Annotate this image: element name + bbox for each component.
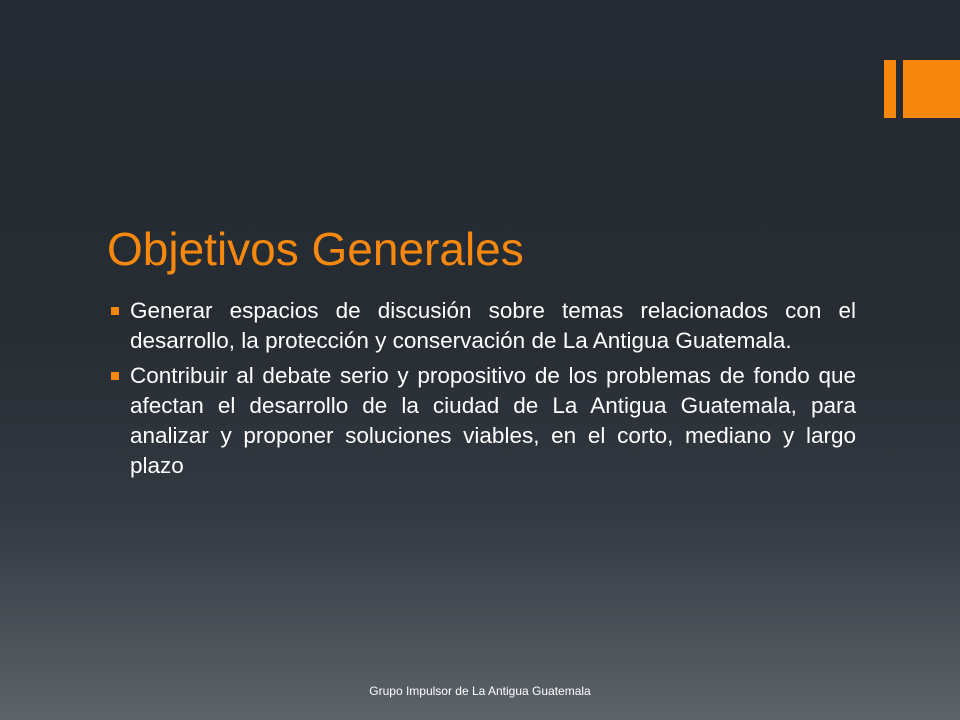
bullet-text: Generar espacios de discusión sobre temas relacionados con el desarrollo, la protección y conservación de La Antigua Guatemala. (130, 298, 856, 353)
bullet-item (109, 361, 856, 481)
accent-square (903, 60, 960, 118)
slide-footer: Grupo Impulsor de La Antigua Guatemala (369, 684, 591, 698)
bullet-item (109, 296, 856, 356)
square-bullet-icon (111, 307, 119, 315)
slide-title: Objetivos Generales (107, 223, 524, 275)
bullet-text: Contribuir al debate serio y propositivo de los problemas de fondo que afectan el desarrollo de la ciudad de La Antigua Guatemala, para analizar y proponer soluciones viables, en el corto, mediano y largo plazo (130, 363, 856, 478)
bullet-list (109, 296, 856, 486)
square-bullet-icon (111, 372, 119, 380)
accent-bar-left (884, 60, 896, 118)
